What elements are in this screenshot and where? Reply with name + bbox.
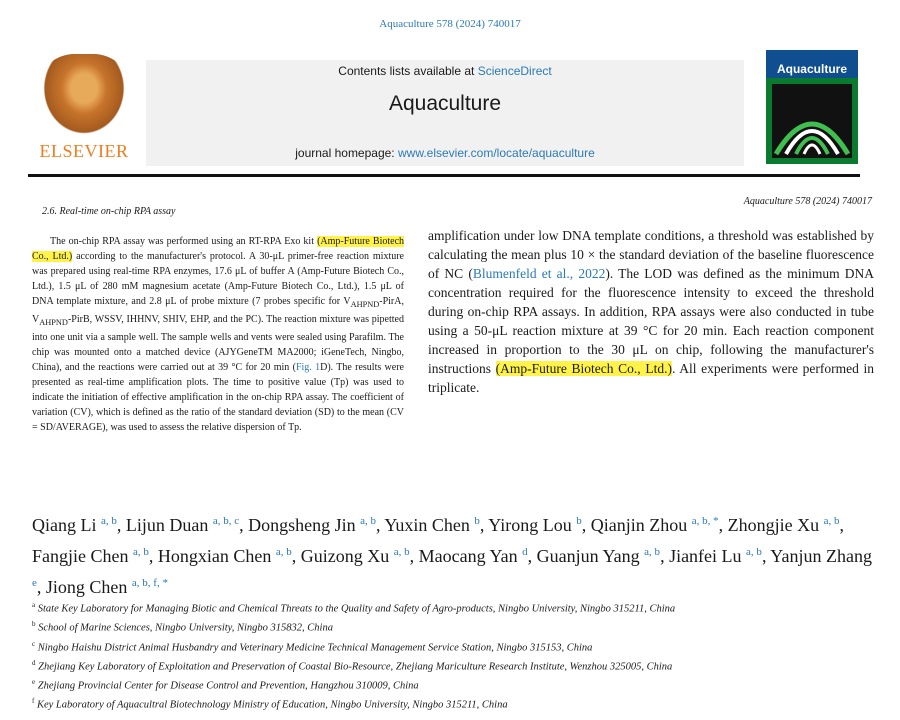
homepage-prefix: journal homepage: bbox=[295, 146, 398, 160]
author-name: Jianfei Lu bbox=[669, 546, 742, 566]
subscript: AHPND bbox=[39, 318, 68, 327]
text-span: -PirA, V bbox=[32, 296, 404, 325]
author-name: Lijun Duan bbox=[125, 515, 209, 535]
affiliation-text: Zhejiang Key Laboratory of Exploitation and Preservation of Coastal Bio-Resource, Zhejiang Mariculture Research Institute, Wenzhou 325005, China bbox=[35, 661, 673, 673]
contents-prefix: Contents lists available at bbox=[338, 64, 478, 78]
text-span: amplification under low DNA template conditions, a threshold was established by calculating the mean plus 10 × the standard deviation of the baseline fluorescence of NC ( bbox=[428, 228, 874, 281]
running-citation: Aquaculture 578 (2024) 740017 bbox=[743, 196, 872, 207]
author-name: Dongsheng Jin bbox=[248, 515, 356, 535]
paragraph-on-chip-rpa bbox=[32, 234, 404, 435]
author-list: Qiang Li $^{a, b}$, Lijun Duan $^{a, b, c}$, Dongsheng Jin $^{a, b}$, Yuxin Chen $^b$, Yirong Lou $^b$, Qianjin Zhou $^{a, b, *}$, Zhongjie Xu $^{a, b}$, Fangjie Chen $^{a, b}$, Hongxian Chen $^{a, b}$, Guizong Xu $^{a, b}$, Maocang Yan $^d$, Guanjun Yang $^{a, b}$, Jianfei Lu $^{a, b}$, Yanjun Zhang $^e$, Jiong Chen $^{a, b, f, *}$ bbox=[32, 515, 872, 597]
author-affiliation-marker[interactable]: e bbox=[32, 577, 37, 589]
elsevier-logo[interactable] bbox=[28, 54, 140, 166]
affiliation-text: School of Marine Sciences, Ningbo University, Ningbo 315832, China bbox=[35, 622, 333, 634]
author[interactable] bbox=[301, 546, 410, 566]
affiliation-key: a bbox=[32, 601, 36, 609]
author-affiliation-marker[interactable]: a, b bbox=[393, 546, 410, 558]
author-affiliation-marker[interactable]: b bbox=[474, 515, 480, 527]
author-affiliation-marker[interactable]: a, b, f, * bbox=[131, 577, 168, 589]
author[interactable] bbox=[488, 515, 582, 535]
contents-line bbox=[146, 64, 744, 78]
text-span: according to the manufacturer's protocol. A 30-μL primer-free reaction mixture was prepared using real-time RPA enzymes, 17.6 μL of buffer A (Amp-Future Biotech Co., Ltd.), 1.5 μL of 280 mM magnesium acetate (Amp-Future Biotech Co., Ltd.), 1.5 μL of DNA template mixture, and 2.8 μL of probe mixture (7 probes specific for V bbox=[32, 251, 404, 307]
author-name: Yuxin Chen bbox=[384, 515, 470, 535]
author[interactable] bbox=[32, 515, 117, 535]
journal-header bbox=[28, 50, 860, 168]
author[interactable] bbox=[32, 546, 149, 566]
journal-homepage-link[interactable]: www.elsevier.com/locate/aquaculture bbox=[397, 146, 595, 160]
affiliation-item bbox=[32, 637, 882, 656]
author-name: Yirong Lou bbox=[488, 515, 572, 535]
journal-citation-link[interactable]: Aquaculture 578 (2024) 740017 bbox=[379, 18, 521, 30]
affiliation-item bbox=[32, 675, 882, 694]
author-affiliation-marker[interactable]: a, b bbox=[275, 546, 292, 558]
author-affiliation-marker[interactable]: a, b bbox=[101, 515, 117, 527]
author-affiliation-marker[interactable]: a, b bbox=[746, 546, 762, 558]
author-name: Jiong Chen bbox=[45, 577, 128, 597]
subscript: AHPND bbox=[350, 300, 380, 309]
author[interactable] bbox=[384, 515, 480, 535]
cover-title: Aquaculture bbox=[776, 62, 847, 76]
affiliation-text: Key Laboratory of Aquacultral Biotechnology Ministry of Education, Ningbo University, Ningbo 315211, China bbox=[34, 699, 508, 711]
author[interactable] bbox=[669, 546, 762, 566]
author-affiliation-marker[interactable]: a, b bbox=[823, 515, 840, 527]
text-span: -PirB, WSSV, IHHNV, SHIV, EHP, and the PC). The reaction mixture was pipetted into one unit via a sample well. The sample wells and vents were sealed using Parafilm. The chip was mounted onto a matched device (AJYGeneTM MA2000; iGeneTech, Ningbo, China), and the reactions were carried out at 39 °C for 20 min ( bbox=[32, 314, 404, 373]
affiliation-text: State Key Laboratory for Managing Biotic and Chemical Threats to the Quality and Safety of Agro-products, Ningbo University, Ningbo 315211, China bbox=[35, 603, 676, 615]
author[interactable] bbox=[46, 577, 168, 597]
author-affiliation-marker[interactable]: d bbox=[522, 546, 528, 558]
author-affiliation-marker[interactable]: a, b bbox=[360, 515, 377, 527]
highlighted-text[interactable]: (Amp-Future Biotech Co., Ltd.) bbox=[32, 236, 405, 262]
journal-masthead bbox=[146, 60, 744, 166]
reference-blumenfeld-link[interactable]: Blumenfeld et al., 2022 bbox=[472, 266, 606, 281]
affiliation-text: Ningbo Haishu District Animal Husbandry and Veterinary Medicine Technical Management Service Station, Ningbo 315153, China bbox=[35, 642, 593, 654]
left-column-text bbox=[32, 234, 404, 435]
affiliation-item bbox=[32, 656, 882, 675]
sciencedirect-link[interactable]: ScienceDirect bbox=[477, 64, 552, 78]
author-name: Yanjun Zhang bbox=[770, 546, 872, 566]
author-name: Guanjun Yang bbox=[536, 546, 640, 566]
author-name: Qiang Li bbox=[32, 515, 97, 535]
author[interactable] bbox=[419, 546, 528, 566]
journal-title: Aquaculture bbox=[388, 92, 502, 115]
author-name: Fangjie Chen bbox=[32, 546, 129, 566]
highlighted-text[interactable]: (Amp-Future Biotech Co., Ltd.) bbox=[495, 361, 672, 376]
author-affiliation-marker[interactable]: a, b bbox=[133, 546, 149, 558]
text-span: ). The LOD was defined as the minimum DNA concentration required for the fluorescence intensity to exceed the threshold during on-chip RPA assays. In addition, RPA assays were also conducted in tube using a 50-μL reaction mixture at 39 °C for 20 min. Each reaction component increased in proportion to the 30 μL on chip, following the manufacturer's instructions bbox=[428, 266, 874, 376]
author-affiliation-marker[interactable]: b bbox=[576, 515, 582, 527]
figure-1-link[interactable]: Fig. 1 bbox=[295, 362, 321, 373]
author-name: Qianjin Zhou bbox=[590, 515, 688, 535]
elsevier-tree-icon bbox=[38, 54, 130, 140]
text-span: D). The results were presented as real-time amplification plots. The time to positive value (Tp) was used to indicate the initiation of effective amplification in the on-chip RPA assay. The coefficient of variation (CV), which is defined as the ratio of the standard deviation (SD) to the mean (CV = SD/AVERAGE), was used to assess the relative dispersion of Tp. bbox=[32, 362, 404, 433]
affiliation-list bbox=[32, 598, 882, 714]
author[interactable] bbox=[591, 515, 719, 535]
author[interactable] bbox=[158, 546, 292, 566]
affiliation-key: d bbox=[32, 658, 36, 667]
affiliation-item bbox=[32, 617, 882, 636]
author-affiliation-marker[interactable]: a, b, c bbox=[212, 515, 240, 527]
affiliation-item bbox=[32, 694, 882, 713]
affiliation-item bbox=[32, 598, 882, 617]
author[interactable] bbox=[537, 546, 660, 566]
journal-cover-thumbnail[interactable] bbox=[766, 50, 858, 164]
author-name: Zhongjie Xu bbox=[727, 515, 820, 535]
section-heading: 2.6. Real-time on-chip RPA assay bbox=[42, 206, 176, 217]
affiliation-key: b bbox=[32, 620, 36, 629]
publisher-name: ELSEVIER bbox=[39, 141, 129, 161]
affiliation-text: Zhejiang Provincial Center for Disease Control and Prevention, Hangzhou 310009, China bbox=[35, 680, 419, 692]
author-name: Maocang Yan bbox=[418, 546, 518, 566]
text-span: The on-chip RPA assay was performed using an RT-RPA Exo kit bbox=[50, 236, 318, 247]
affiliation-key: e bbox=[32, 678, 36, 687]
author[interactable] bbox=[248, 515, 376, 535]
homepage-line bbox=[146, 146, 744, 160]
cover-art-icon bbox=[772, 84, 852, 158]
affiliation-key: c bbox=[32, 639, 36, 648]
right-column-text bbox=[428, 226, 874, 397]
header-divider bbox=[28, 174, 860, 177]
author-name: Guizong Xu bbox=[300, 546, 390, 566]
author-affiliation-marker[interactable]: a, b, * bbox=[691, 515, 719, 527]
author[interactable] bbox=[728, 515, 840, 535]
author-name: Hongxian Chen bbox=[157, 546, 272, 566]
text-span: . All experiments were performed in triplicate. bbox=[428, 361, 875, 395]
author[interactable] bbox=[126, 515, 239, 535]
affiliation-key: f bbox=[32, 697, 35, 706]
paragraph-threshold bbox=[428, 226, 874, 397]
author-affiliation-marker[interactable]: a, b bbox=[644, 546, 661, 558]
